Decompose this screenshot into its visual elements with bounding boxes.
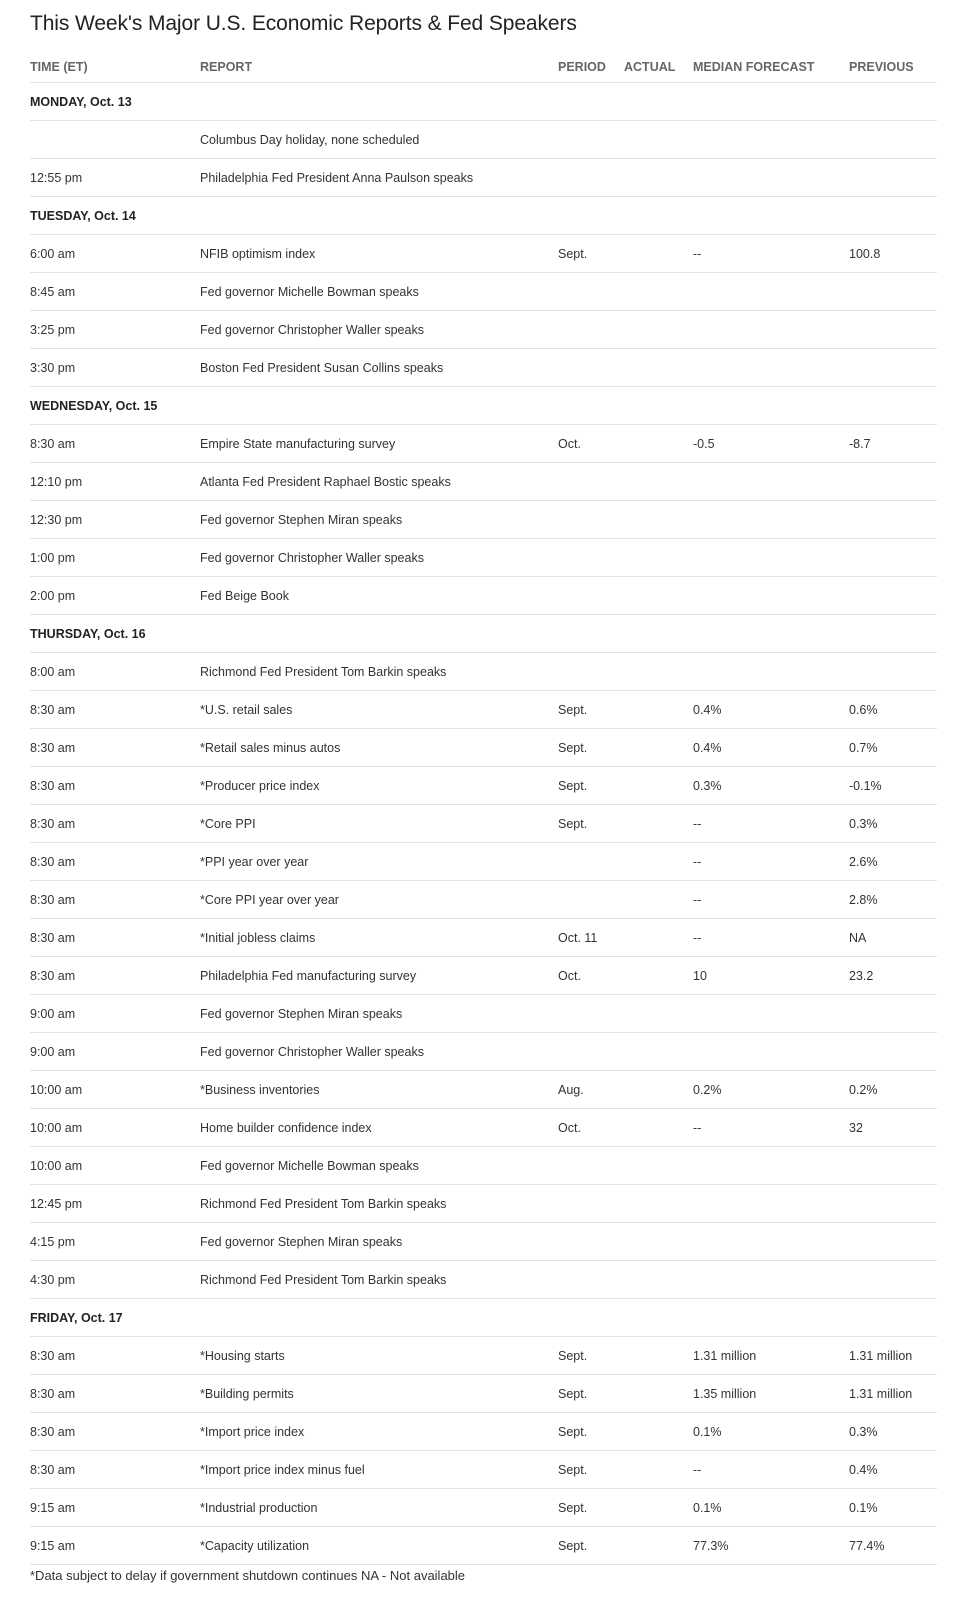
median-forecast-cell: --	[693, 843, 849, 881]
previous-cell	[849, 273, 937, 311]
time-cell: 4:30 pm	[30, 1261, 200, 1299]
time-cell: 6:00 am	[30, 235, 200, 273]
period-cell	[558, 1147, 624, 1185]
period-cell: Oct. 11	[558, 919, 624, 957]
actual-cell	[624, 1375, 693, 1413]
median-forecast-cell: --	[693, 1109, 849, 1147]
actual-cell	[624, 1527, 693, 1565]
actual-cell	[624, 1451, 693, 1489]
report-cell: Richmond Fed President Tom Barkin speaks	[200, 1185, 558, 1223]
median-forecast-cell: 1.35 million	[693, 1375, 849, 1413]
table-row	[30, 805, 937, 843]
table-row	[30, 1185, 937, 1223]
previous-cell: 2.8%	[849, 881, 937, 919]
previous-cell	[849, 539, 937, 577]
previous-cell: 0.3%	[849, 1413, 937, 1451]
report-cell: Philadelphia Fed manufacturing survey	[200, 957, 558, 995]
table-row	[30, 729, 937, 767]
actual-cell	[624, 843, 693, 881]
table-row	[30, 995, 937, 1033]
table-row	[30, 1109, 937, 1147]
median-forecast-cell: 0.4%	[693, 729, 849, 767]
actual-cell	[624, 121, 693, 159]
median-forecast-cell: 0.3%	[693, 767, 849, 805]
table-row	[30, 1527, 937, 1565]
median-forecast-cell	[693, 501, 849, 539]
period-cell	[558, 577, 624, 615]
table-header-row	[30, 48, 937, 83]
previous-cell	[849, 159, 937, 197]
median-forecast-cell	[693, 273, 849, 311]
period-cell	[558, 273, 624, 311]
time-cell: 8:30 am	[30, 957, 200, 995]
actual-cell	[624, 1261, 693, 1299]
table-row	[30, 425, 937, 463]
actual-cell	[624, 577, 693, 615]
actual-cell	[624, 1223, 693, 1261]
table-row	[30, 767, 937, 805]
actual-cell	[624, 159, 693, 197]
period-cell: Sept.	[558, 1489, 624, 1527]
previous-cell: 0.6%	[849, 691, 937, 729]
previous-cell: 0.1%	[849, 1489, 937, 1527]
actual-cell	[624, 1413, 693, 1451]
previous-cell: 0.7%	[849, 729, 937, 767]
time-cell: 8:30 am	[30, 1337, 200, 1375]
report-cell: Philadelphia Fed President Anna Paulson speaks	[200, 159, 558, 197]
actual-cell	[624, 1489, 693, 1527]
actual-cell	[624, 539, 693, 577]
previous-cell: 1.31 million	[849, 1337, 937, 1375]
previous-cell: 2.6%	[849, 843, 937, 881]
median-forecast-cell	[693, 539, 849, 577]
median-forecast-cell: 0.1%	[693, 1489, 849, 1527]
column-header-report: REPORT	[200, 48, 558, 83]
report-cell: Fed governor Stephen Miran speaks	[200, 501, 558, 539]
time-cell: 1:00 pm	[30, 539, 200, 577]
table-row	[30, 1071, 937, 1109]
time-cell: 10:00 am	[30, 1109, 200, 1147]
actual-cell	[624, 729, 693, 767]
actual-cell	[624, 691, 693, 729]
report-cell: *Producer price index	[200, 767, 558, 805]
report-cell: Fed governor Christopher Waller speaks	[200, 1033, 558, 1071]
table-row	[30, 349, 937, 387]
previous-cell: 0.3%	[849, 805, 937, 843]
time-cell: 12:10 pm	[30, 463, 200, 501]
previous-cell	[849, 1223, 937, 1261]
report-cell: *Retail sales minus autos	[200, 729, 558, 767]
median-forecast-cell	[693, 1261, 849, 1299]
period-cell: Sept.	[558, 805, 624, 843]
time-cell: 8:30 am	[30, 1451, 200, 1489]
time-cell: 8:30 am	[30, 1413, 200, 1451]
median-forecast-cell: --	[693, 881, 849, 919]
previous-cell: 100.8	[849, 235, 937, 273]
median-forecast-cell	[693, 1147, 849, 1185]
median-forecast-cell: --	[693, 235, 849, 273]
median-forecast-cell: 1.31 million	[693, 1337, 849, 1375]
actual-cell	[624, 957, 693, 995]
actual-cell	[624, 1337, 693, 1375]
day-label: THURSDAY, Oct. 16	[30, 615, 937, 653]
actual-cell	[624, 653, 693, 691]
actual-cell	[624, 881, 693, 919]
report-cell: *PPI year over year	[200, 843, 558, 881]
time-cell: 3:25 pm	[30, 311, 200, 349]
time-cell: 8:30 am	[30, 1375, 200, 1413]
report-cell: *Import price index	[200, 1413, 558, 1451]
time-cell: 10:00 am	[30, 1071, 200, 1109]
day-label: FRIDAY, Oct. 17	[30, 1299, 937, 1337]
time-cell: 3:30 pm	[30, 349, 200, 387]
time-cell: 8:30 am	[30, 729, 200, 767]
period-cell	[558, 349, 624, 387]
previous-cell	[849, 501, 937, 539]
day-header-row	[30, 615, 937, 653]
report-cell: NFIB optimism index	[200, 235, 558, 273]
period-cell: Aug.	[558, 1071, 624, 1109]
table-row	[30, 159, 937, 197]
table-row	[30, 957, 937, 995]
time-cell: 4:15 pm	[30, 1223, 200, 1261]
period-cell	[558, 995, 624, 1033]
period-cell: Sept.	[558, 1451, 624, 1489]
actual-cell	[624, 1147, 693, 1185]
table-row	[30, 881, 937, 919]
median-forecast-cell	[693, 1033, 849, 1071]
period-cell	[558, 311, 624, 349]
table-row	[30, 1223, 937, 1261]
table-row	[30, 235, 937, 273]
period-cell	[558, 463, 624, 501]
period-cell: Sept.	[558, 1527, 624, 1565]
previous-cell: NA	[849, 919, 937, 957]
median-forecast-cell	[693, 349, 849, 387]
median-forecast-cell	[693, 1223, 849, 1261]
time-cell: 8:30 am	[30, 691, 200, 729]
actual-cell	[624, 273, 693, 311]
previous-cell: 77.4%	[849, 1527, 937, 1565]
report-cell: Richmond Fed President Tom Barkin speaks	[200, 1261, 558, 1299]
period-cell: Sept.	[558, 691, 624, 729]
time-cell: 8:30 am	[30, 881, 200, 919]
reports-table	[30, 48, 937, 1565]
column-header-previous: PREVIOUS	[849, 48, 937, 83]
period-cell	[558, 539, 624, 577]
previous-cell: -0.1%	[849, 767, 937, 805]
day-header-row	[30, 83, 937, 121]
median-forecast-cell	[693, 577, 849, 615]
previous-cell: 1.31 million	[849, 1375, 937, 1413]
report-cell: Fed governor Michelle Bowman speaks	[200, 1147, 558, 1185]
table-row	[30, 501, 937, 539]
time-cell: 12:45 pm	[30, 1185, 200, 1223]
time-cell: 9:15 am	[30, 1527, 200, 1565]
median-forecast-cell: --	[693, 805, 849, 843]
actual-cell	[624, 1109, 693, 1147]
day-header-row	[30, 1299, 937, 1337]
period-cell	[558, 159, 624, 197]
report-cell: *Business inventories	[200, 1071, 558, 1109]
previous-cell: 0.4%	[849, 1451, 937, 1489]
median-forecast-cell	[693, 463, 849, 501]
report-cell: *Building permits	[200, 1375, 558, 1413]
previous-cell: -8.7	[849, 425, 937, 463]
report-cell: Fed governor Michelle Bowman speaks	[200, 273, 558, 311]
time-cell: 8:30 am	[30, 805, 200, 843]
median-forecast-cell	[693, 653, 849, 691]
actual-cell	[624, 1033, 693, 1071]
time-cell	[30, 121, 200, 159]
period-cell	[558, 1185, 624, 1223]
time-cell: 8:45 am	[30, 273, 200, 311]
period-cell: Sept.	[558, 767, 624, 805]
actual-cell	[624, 1071, 693, 1109]
previous-cell	[849, 995, 937, 1033]
report-cell: *U.S. retail sales	[200, 691, 558, 729]
day-header-row	[30, 387, 937, 425]
period-cell	[558, 843, 624, 881]
report-cell: *Core PPI year over year	[200, 881, 558, 919]
actual-cell	[624, 805, 693, 843]
period-cell: Oct.	[558, 425, 624, 463]
actual-cell	[624, 425, 693, 463]
median-forecast-cell: 0.2%	[693, 1071, 849, 1109]
period-cell	[558, 881, 624, 919]
time-cell: 8:30 am	[30, 919, 200, 957]
table-row	[30, 653, 937, 691]
table-row	[30, 1261, 937, 1299]
time-cell: 9:00 am	[30, 1033, 200, 1071]
previous-cell	[849, 1033, 937, 1071]
median-forecast-cell: 10	[693, 957, 849, 995]
period-cell: Sept.	[558, 1413, 624, 1451]
period-cell	[558, 121, 624, 159]
previous-cell	[849, 121, 937, 159]
report-cell: *Initial jobless claims	[200, 919, 558, 957]
median-forecast-cell: -0.5	[693, 425, 849, 463]
period-cell: Oct.	[558, 1109, 624, 1147]
table-row	[30, 1147, 937, 1185]
report-cell: Fed governor Stephen Miran speaks	[200, 995, 558, 1033]
actual-cell	[624, 311, 693, 349]
column-header-median-forecast: MEDIAN FORECAST	[693, 48, 849, 83]
page-title: This Week's Major U.S. Economic Reports & Fed Speakers	[30, 12, 577, 35]
table-row	[30, 577, 937, 615]
table-row	[30, 1033, 937, 1071]
day-header-row	[30, 197, 937, 235]
time-cell: 12:30 pm	[30, 501, 200, 539]
report-cell: *Housing starts	[200, 1337, 558, 1375]
table-row	[30, 691, 937, 729]
time-cell: 8:00 am	[30, 653, 200, 691]
median-forecast-cell: 77.3%	[693, 1527, 849, 1565]
table-row	[30, 539, 937, 577]
previous-cell	[849, 1261, 937, 1299]
median-forecast-cell: --	[693, 1451, 849, 1489]
table-row	[30, 1451, 937, 1489]
report-cell: Fed Beige Book	[200, 577, 558, 615]
report-cell: Home builder confidence index	[200, 1109, 558, 1147]
table-row	[30, 1337, 937, 1375]
actual-cell	[624, 995, 693, 1033]
table-row	[30, 121, 937, 159]
time-cell: 10:00 am	[30, 1147, 200, 1185]
table-body	[30, 83, 937, 1565]
period-cell	[558, 653, 624, 691]
time-cell: 2:00 pm	[30, 577, 200, 615]
median-forecast-cell	[693, 995, 849, 1033]
period-cell	[558, 1223, 624, 1261]
report-cell: Fed governor Stephen Miran speaks	[200, 1223, 558, 1261]
period-cell	[558, 1261, 624, 1299]
table-row	[30, 1489, 937, 1527]
table-row	[30, 1375, 937, 1413]
report-cell: *Capacity utilization	[200, 1527, 558, 1565]
actual-cell	[624, 349, 693, 387]
time-cell: 9:00 am	[30, 995, 200, 1033]
previous-cell: 23.2	[849, 957, 937, 995]
footnote: *Data subject to delay if government shutdown continues NA - Not available	[30, 1568, 466, 1583]
report-cell: *Import price index minus fuel	[200, 1451, 558, 1489]
period-cell: Sept.	[558, 729, 624, 767]
table-row	[30, 843, 937, 881]
time-cell: 8:30 am	[30, 767, 200, 805]
day-label: TUESDAY, Oct. 14	[30, 197, 937, 235]
table-row	[30, 463, 937, 501]
table-row	[30, 273, 937, 311]
column-header-period: PERIOD	[558, 48, 624, 83]
median-forecast-cell: --	[693, 919, 849, 957]
previous-cell: 0.2%	[849, 1071, 937, 1109]
actual-cell	[624, 767, 693, 805]
period-cell	[558, 1033, 624, 1071]
report-cell: Fed governor Christopher Waller speaks	[200, 311, 558, 349]
column-header-actual: ACTUAL	[624, 48, 693, 83]
previous-cell	[849, 1147, 937, 1185]
column-header-time: TIME (ET)	[30, 48, 200, 83]
period-cell	[558, 501, 624, 539]
actual-cell	[624, 235, 693, 273]
previous-cell	[849, 577, 937, 615]
time-cell: 9:15 am	[30, 1489, 200, 1527]
report-cell: Boston Fed President Susan Collins speaks	[200, 349, 558, 387]
previous-cell: 32	[849, 1109, 937, 1147]
actual-cell	[624, 501, 693, 539]
actual-cell	[624, 1185, 693, 1223]
previous-cell	[849, 653, 937, 691]
report-cell: Columbus Day holiday, none scheduled	[200, 121, 558, 159]
period-cell: Sept.	[558, 1375, 624, 1413]
median-forecast-cell	[693, 159, 849, 197]
report-cell: Atlanta Fed President Raphael Bostic speaks	[200, 463, 558, 501]
median-forecast-cell: 0.4%	[693, 691, 849, 729]
report-cell: Richmond Fed President Tom Barkin speaks	[200, 653, 558, 691]
report-cell: *Industrial production	[200, 1489, 558, 1527]
previous-cell	[849, 463, 937, 501]
median-forecast-cell	[693, 311, 849, 349]
previous-cell	[849, 311, 937, 349]
time-cell: 8:30 am	[30, 843, 200, 881]
day-label: MONDAY, Oct. 13	[30, 83, 937, 121]
report-cell: Fed governor Christopher Waller speaks	[200, 539, 558, 577]
period-cell: Sept.	[558, 1337, 624, 1375]
period-cell: Sept.	[558, 235, 624, 273]
report-cell: *Core PPI	[200, 805, 558, 843]
table-row	[30, 1413, 937, 1451]
median-forecast-cell	[693, 121, 849, 159]
day-label: WEDNESDAY, Oct. 15	[30, 387, 937, 425]
period-cell: Oct.	[558, 957, 624, 995]
previous-cell	[849, 349, 937, 387]
table-row	[30, 919, 937, 957]
previous-cell	[849, 1185, 937, 1223]
table-row	[30, 311, 937, 349]
actual-cell	[624, 919, 693, 957]
median-forecast-cell: 0.1%	[693, 1413, 849, 1451]
actual-cell	[624, 463, 693, 501]
report-cell: Empire State manufacturing survey	[200, 425, 558, 463]
time-cell: 12:55 pm	[30, 159, 200, 197]
median-forecast-cell	[693, 1185, 849, 1223]
time-cell: 8:30 am	[30, 425, 200, 463]
